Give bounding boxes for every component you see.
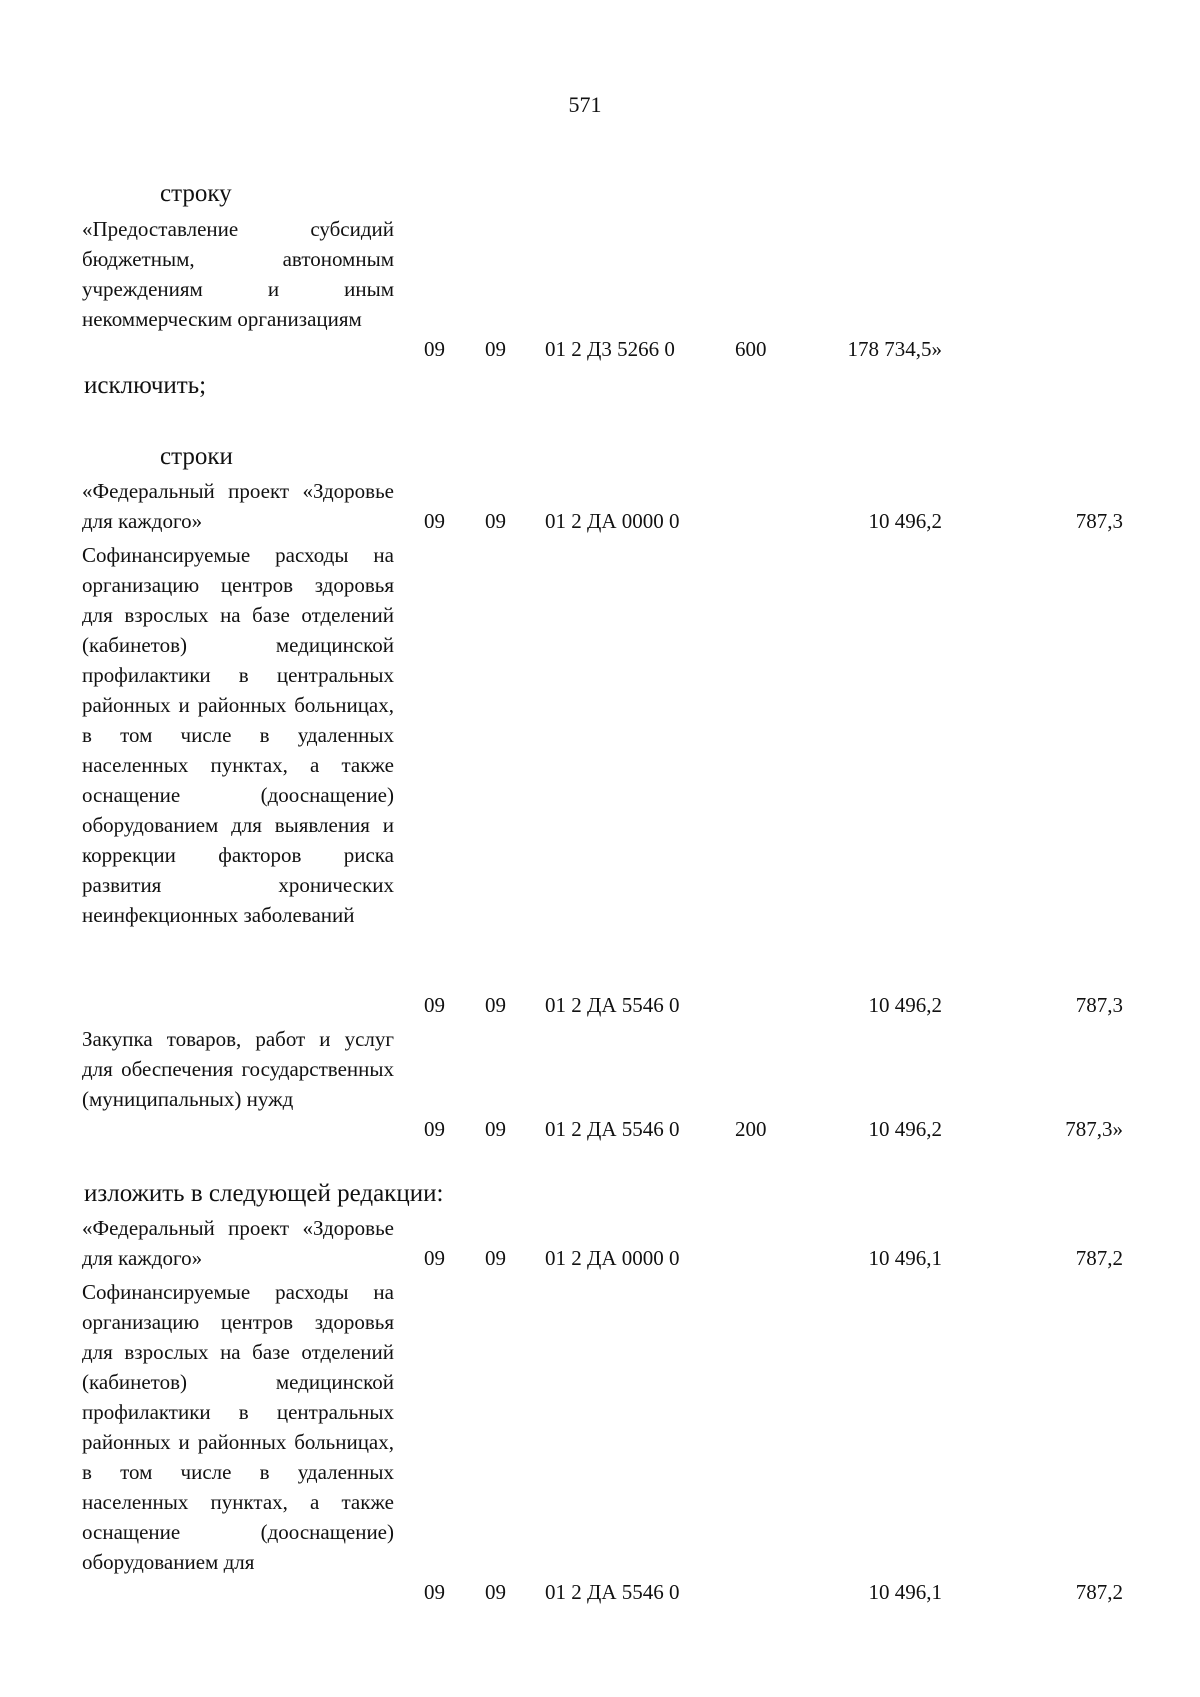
cell-sum-2: 787,2 [1075,1246,1123,1270]
cell-csr: 01 2 ДА 5546 0 [545,1580,680,1604]
row-description: «Федеральный проект «Здоровье для каждого» [82,479,394,533]
cell-rz: 09 [424,337,445,361]
cell-csr: 01 2 ДА 5546 0 [545,993,680,1017]
cell-sum-2: 787,2 [1075,1580,1123,1604]
cell-sum-1: 10 496,2 [868,509,942,533]
row-description: «Предоставление субсидий бюджетным, автономным учреждениям и иным некоммерческим организациям [82,217,394,331]
row-description: «Федеральный проект «Здоровье для каждого» [82,1216,394,1270]
row-description: Софинансируемые расходы на организацию центров здоровья для взрослых на базе отделений (кабинетов) медицинской профилактики в центральных районных и районных больницах, в том числе в удаленных населенных пунктах, а также оснащение (дооснащение) оборудованием для выявления и коррекции факторов риска развития хронических неинфекционных заболеваний [82,543,394,927]
cell-csr: 01 2 ДА 0000 0 [545,509,680,533]
cell-pr: 09 [485,993,506,1017]
cell-sum-2: 787,3 [1075,993,1123,1017]
cell-pr: 09 [485,1246,506,1270]
cell-vr: 200 [735,1117,767,1141]
cell-rz: 09 [424,1246,445,1270]
cell-rz: 09 [424,993,445,1017]
cell-csr: 01 2 ДА 5546 0 [545,1117,680,1141]
cell-sum-1: 10 496,1 [868,1246,942,1270]
cell-sum-2: 787,3» [1065,1117,1123,1141]
section-heading-lines: строки [160,443,233,470]
section-heading-line: строку [160,180,232,207]
cell-sum-1: 10 496,2 [868,1117,942,1141]
row-description: Закупка товаров, работ и услуг для обеспечения государственных (муниципальных) нужд [82,1027,394,1111]
row-description: Софинансируемые расходы на организацию центров здоровья для взрослых на базе отделений (кабинетов) медицинской профилактики в центральных районных и районных больницах, в том числе в удаленных населенных пунктах, а также оснащение (дооснащение) оборудованием для [82,1280,394,1574]
cell-sum-1: 10 496,1 [868,1580,942,1604]
instruction-replace: изложить в следующей редакции: [84,1180,444,1207]
page-number: 571 [568,92,602,117]
cell-pr: 09 [485,337,506,361]
cell-pr: 09 [485,509,506,533]
cell-sum-1: 10 496,2 [868,993,942,1017]
instruction-exclude: исключить; [84,372,207,399]
cell-csr: 01 2 ДА 0000 0 [545,1246,680,1270]
cell-sum-1: 178 734,5» [847,337,942,361]
cell-sum-2: 787,3 [1075,509,1123,533]
cell-pr: 09 [485,1580,506,1604]
cell-pr: 09 [485,1117,506,1141]
cell-rz: 09 [424,1117,445,1141]
cell-rz: 09 [424,1580,445,1604]
cell-rz: 09 [424,509,445,533]
cell-csr: 01 2 Д3 5266 0 [545,337,675,361]
cell-vr: 600 [735,337,767,361]
